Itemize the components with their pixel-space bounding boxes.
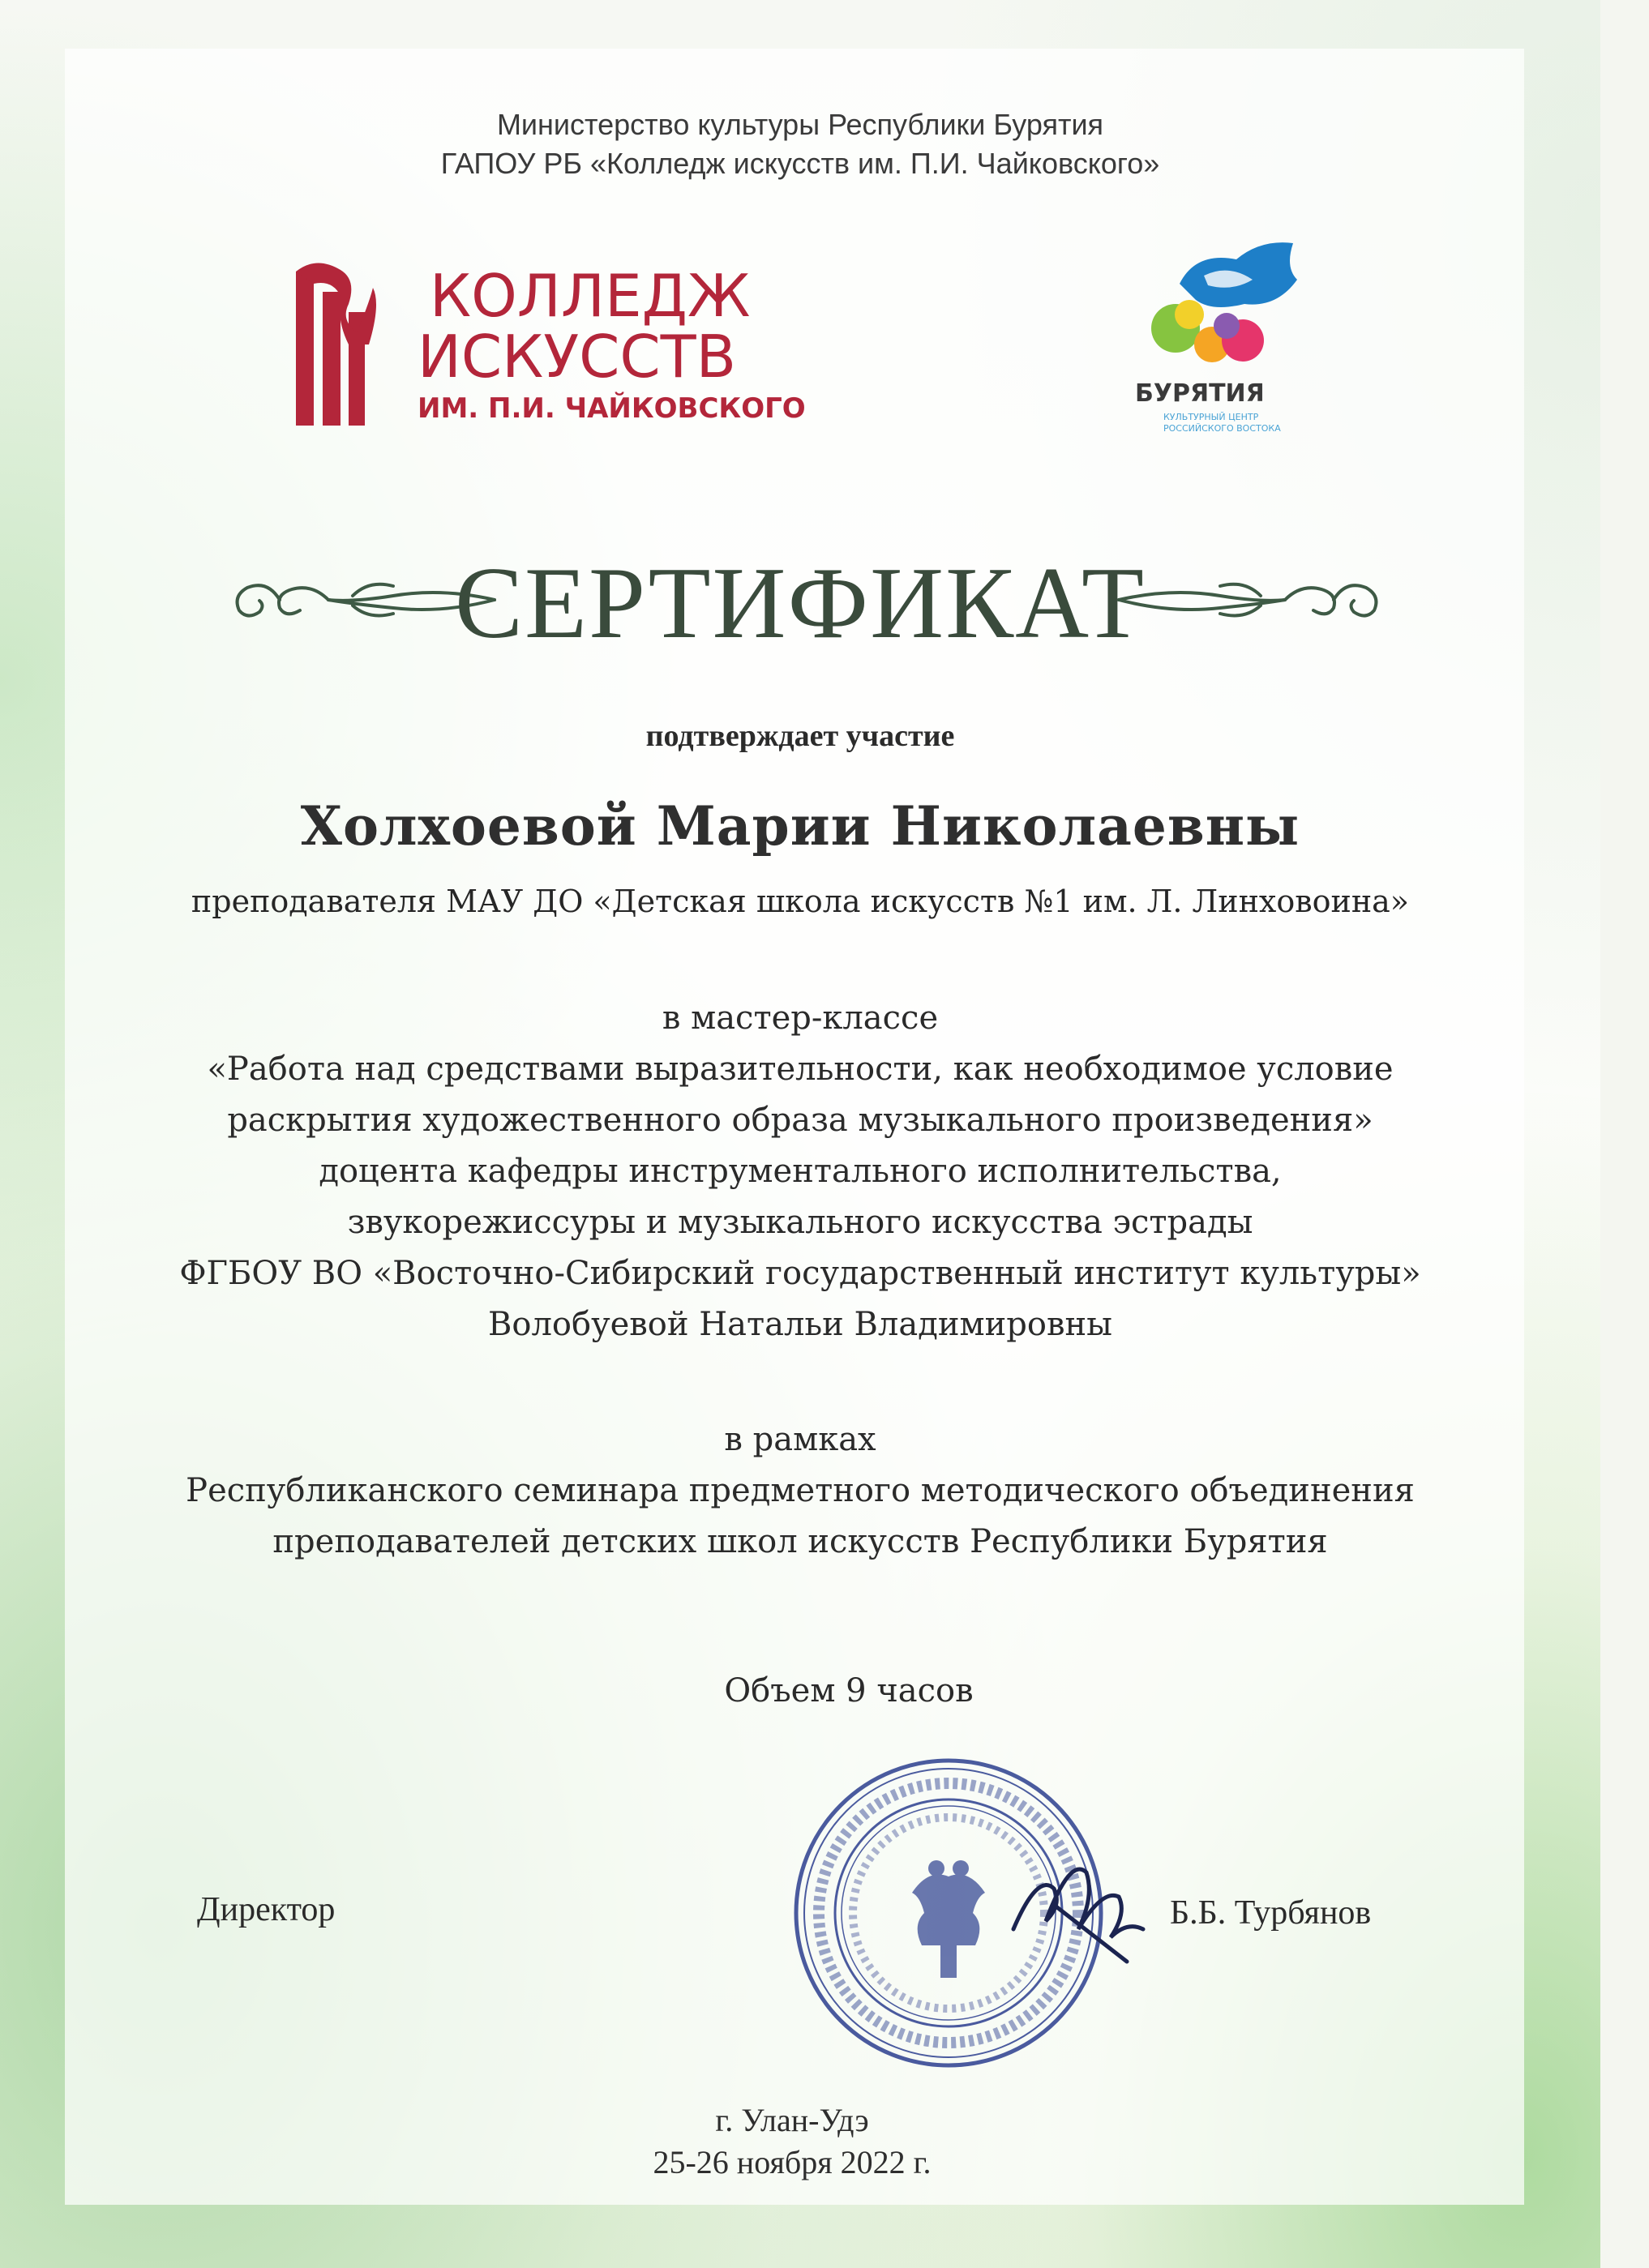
ministry-line: Министерство культуры Республики Бурятия: [496, 108, 1104, 141]
confirms-text: подтверждает участие: [645, 719, 955, 753]
buryatia-tagline1: КУЛЬТУРНЫЙ ЦЕНТР: [1163, 412, 1259, 422]
buryatia-tagline2: РОССИЙСКОГО ВОСТОКА: [1163, 423, 1281, 434]
body-line: в мастер-классе: [662, 999, 939, 1037]
buryatia-logo: [1131, 235, 1317, 446]
framework-line: преподавателей детских школ искусств Республики Бурятия: [272, 1523, 1328, 1560]
framework-line: в рамках: [724, 1421, 876, 1458]
masterclass-block: [0, 993, 1600, 1350]
college-emblem-icon: [296, 263, 376, 426]
college-logo-line2: ИСКУССТВ: [418, 323, 737, 391]
volume-hours: Объем 9 часов: [724, 1672, 974, 1710]
footer: [0, 2099, 1592, 2184]
recipient-name: Холхоевой Марии Николаевны: [300, 794, 1300, 858]
buryatia-emblem-icon: [1151, 242, 1297, 362]
flourish-right-icon: [1115, 563, 1382, 636]
body-line: ФГБОУ ВО «Восточно-Сибирский государственный институт культуры»: [179, 1255, 1421, 1292]
city: г. Улан-Удэ: [715, 2102, 869, 2138]
framework-line: Республиканского семинара предметного методического объединения: [186, 1472, 1415, 1509]
college-logo-line1: КОЛЛЕДЖ: [430, 262, 751, 330]
college-logo: [292, 255, 806, 434]
college-line: ГАПОУ РБ «Колледж искусств им. П.И. Чайковского»: [440, 147, 1160, 180]
header: [0, 105, 1600, 183]
seminar-block: [0, 1414, 1600, 1568]
body-line: Волобуевой Натальи Владимировны: [488, 1306, 1112, 1343]
director-title: Директор: [197, 1891, 336, 1928]
buryatia-name: БУРЯТИЯ: [1135, 379, 1265, 408]
body-line: раскрытия художественного образа музыкального произведения»: [227, 1102, 1373, 1139]
body-line: доцента кафедры инструментального исполнительства,: [319, 1153, 1282, 1190]
date: 25-26 ноября 2022 г.: [653, 2144, 932, 2180]
body-line: «Работа над средствами выразительности, как необходимое условие: [207, 1051, 1394, 1088]
body-line: звукорежиссуры и музыкального искусства эстрады: [347, 1204, 1253, 1241]
director-name: Б.Б. Турбянов: [1170, 1894, 1372, 1932]
certificate-title: СЕРТИФИКАТ: [454, 547, 1146, 660]
college-logo-line3: ИМ. П.И. ЧАЙКОВСКОГО: [418, 392, 806, 425]
signature-icon: [1005, 1840, 1151, 1970]
recipient-position: преподавателя МАУ ДО «Детская школа искусств №1 им. Л. Линховоина»: [191, 884, 1410, 919]
